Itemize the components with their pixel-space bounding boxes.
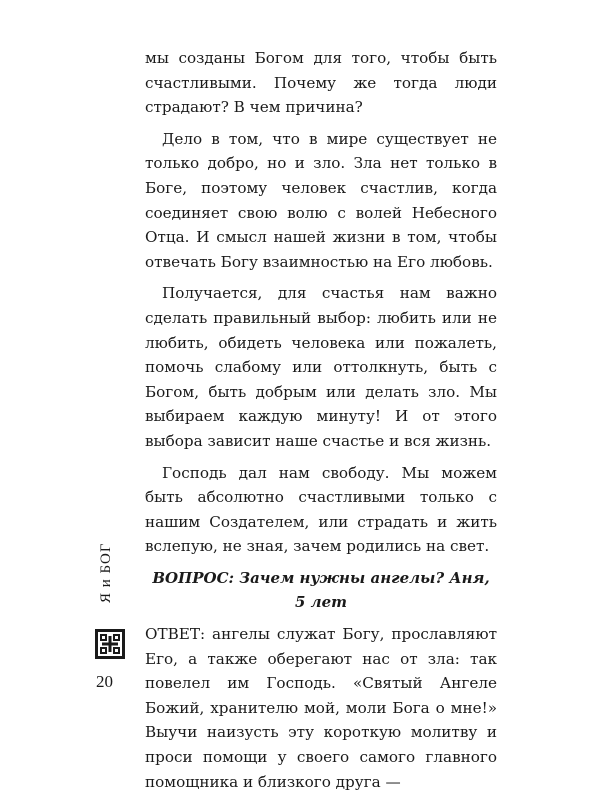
answer-paragraph: ОТВЕТ: ангелы служат Богу, прославляют Его, а также оберегают нас от зла: так повелел им Господь. «Святый Ангеле Божий, хранителю мой, моли Бога о мне!» Выучи наизусть эту короткую молитву и проси помощи у своего самого главного помощника и близкого друга — xyxy=(145,625,497,791)
paragraph: Дело в том, что в мире существует не только добро, но и зло. Зла нет только в Боге, поэтому человек счастлив, когда соединяет свою волю с волей Небесного Отца. И смысл нашей жизни в том, чтобы отвечать Богу взаимностью на Его любовь. xyxy=(145,129,497,271)
running-title: Я и БОГ xyxy=(98,542,114,603)
paragraph: Господь дал нам свободу. Мы можем быть абсолютно счастливыми только с нашим Создателем, или страдать и жить вслепую, не зная, зачем родились на свет. xyxy=(145,463,497,556)
question-heading: ВОПРОС: Зачем нужны ангелы? Аня, 5 лет xyxy=(152,568,490,612)
main-text xyxy=(145,46,497,801)
ornament-icon xyxy=(95,629,125,659)
paragraph: Получается, для счастья нам важно сделать правильный выбор: любить или не любить, обидеть человека или пожалеть, помочь слабому или оттолкнуть, быть с Богом, быть добрым или делать зло. Мы выбираем каждую минуту! И от этого выбора зависит наше счастье и вся жизнь. xyxy=(145,284,497,450)
paragraph: мы созданы Богом для того, чтобы быть счастливыми. Почему же тогда люди страдают? В чем причина? xyxy=(145,49,497,117)
page-number: 20 xyxy=(96,672,113,691)
